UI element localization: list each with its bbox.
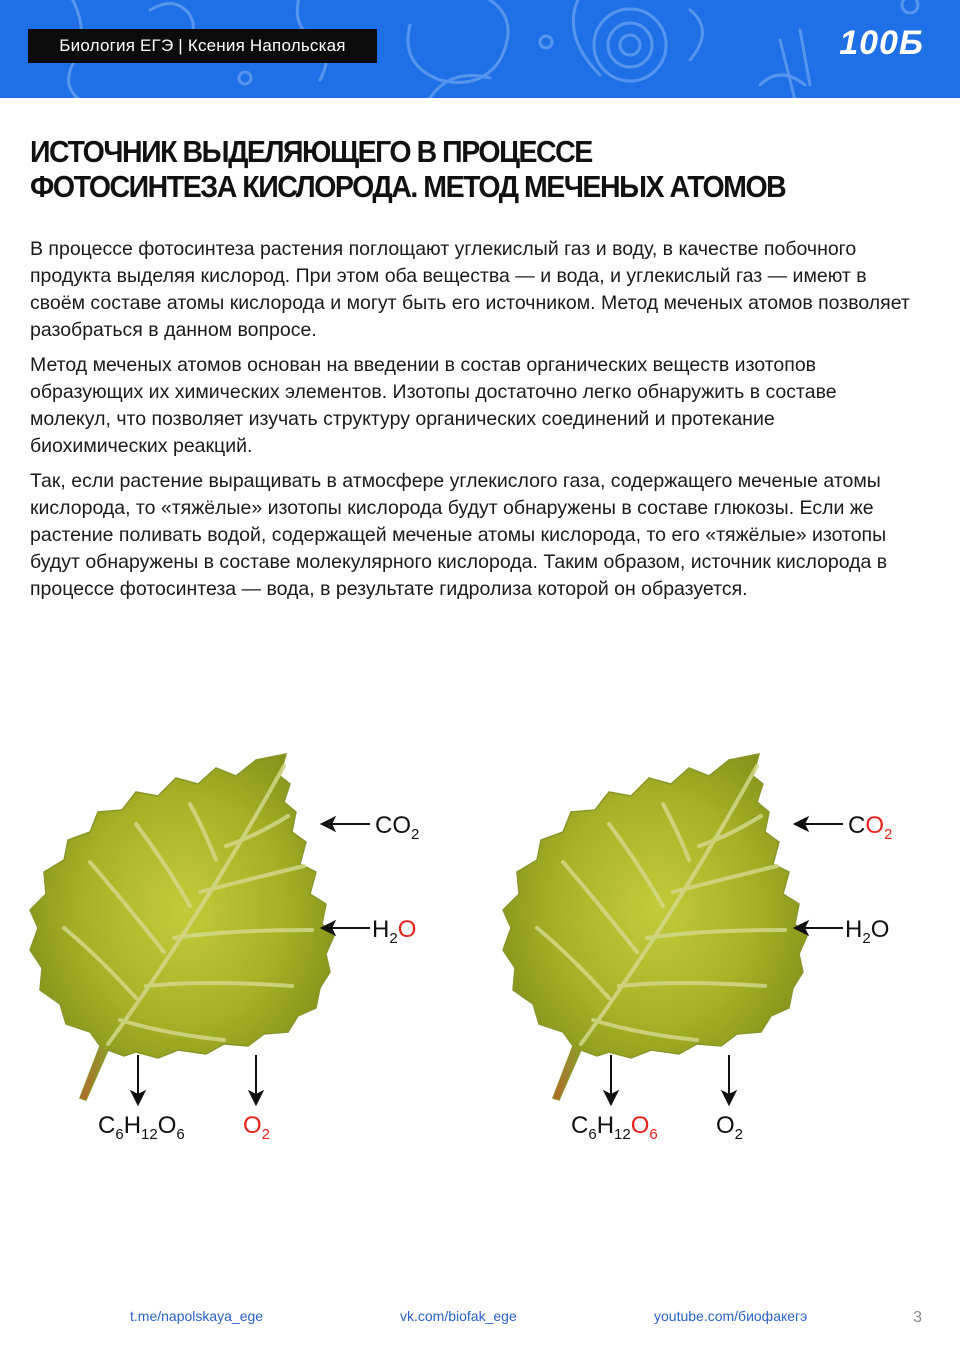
glucose-subscript: 6 xyxy=(588,1126,597,1143)
leaf-right xyxy=(503,754,892,1143)
paragraph: Так, если растение выращивать в атмосфере углекислого газа, содержащего меченые атомы кислорода, то «тяжёлые» изотопы кислорода будут обнаружены в составе глюкозы. Если же растение поливать водой, содержащей меченые атомы кислорода, то его «тяжёлые» изотопы будут обнаружены в составе молекулярного кислорода. Таким образом, источник кислорода в процессе фотосинтеза — вода, в результате гидролиза которой он образуется. xyxy=(30,470,888,600)
h2o-label: H xyxy=(372,916,390,943)
vk-link[interactable]: vk.com/biofak_ege xyxy=(400,1308,517,1324)
isotope-diagram xyxy=(0,720,960,1200)
brand-logo[interactable]: 100Б xyxy=(839,24,924,62)
svg-text:O2 xyxy=(716,1112,743,1143)
glucose-subscript: 6 xyxy=(649,1126,658,1143)
h2o-label: H xyxy=(845,916,863,943)
svg-text:C6H12O6 xyxy=(571,1112,658,1143)
glucose-subscript: 6 xyxy=(176,1126,185,1143)
glucose-label: C xyxy=(571,1112,589,1139)
o2-label: O xyxy=(243,1112,262,1139)
co2-label: C xyxy=(848,812,866,839)
page-title-line: ИСТОЧНИК ВЫДЕЛЯЮЩЕГО В ПРОЦЕССЕ xyxy=(30,134,592,169)
glucose-oxygen-highlight: O xyxy=(630,1112,650,1139)
paragraph: В процессе фотосинтеза растения поглощают углекислый газ и воду, в качестве побочного продукта выделяя кислород. При этом оба вещества — и вода, и углекислый газ — имеют в своём составе атомы кислорода и могут быть его источником. Метод меченых атомов позволяет разобраться в данном вопросе. xyxy=(30,238,910,341)
co2-oxygen-highlight: O xyxy=(865,812,885,839)
leaf-left xyxy=(30,754,419,1143)
glucose-subscript: 6 xyxy=(115,1126,124,1143)
co2-label: CO xyxy=(375,812,411,839)
o2-subscript: 2 xyxy=(261,1126,271,1143)
glucose-subscript: 12 xyxy=(141,1126,158,1143)
o2-subscript: 2 xyxy=(734,1126,744,1143)
co2-subscript: 2 xyxy=(411,826,420,843)
author-badge: Биология ЕГЭ | Ксения Напольская xyxy=(28,29,377,63)
glucose-label: H xyxy=(123,1112,142,1139)
glucose-label: O xyxy=(157,1112,177,1139)
glucose-subscript: 12 xyxy=(614,1126,631,1143)
h2o-subscript: 2 xyxy=(862,930,871,947)
svg-text:O2 xyxy=(243,1112,270,1143)
svg-text:H2O xyxy=(845,916,889,947)
telegram-link[interactable]: t.me/napolskaya_ege xyxy=(130,1308,264,1324)
page-title-line: ФОТОСИНТЕЗА КИСЛОРОДА. МЕТОД МЕЧЕНЫХ АТОМОВ xyxy=(30,169,786,204)
svg-text:CO2 xyxy=(848,812,892,843)
h2o-subscript: 2 xyxy=(389,930,398,947)
glucose-label: H xyxy=(596,1112,615,1139)
co2-subscript: 2 xyxy=(884,826,893,843)
svg-text:C6H12O6 xyxy=(98,1112,185,1143)
o2-label: O xyxy=(716,1112,735,1139)
svg-text:CO2 xyxy=(375,812,419,843)
page-number: 3 xyxy=(913,1309,922,1326)
glucose-label: C xyxy=(98,1112,116,1139)
h2o-label: O xyxy=(870,916,890,943)
h2o-oxygen-highlight: O xyxy=(397,916,417,943)
paragraph: Метод меченых атомов основан на введении в состав органических веществ изотопов образующих их химических элементов. Изотопы достаточно легко обнаружить в составе молекул, что позволяет изучать структуру органических соединений и протекание биохимических реакций. xyxy=(30,354,837,457)
header-banner xyxy=(0,0,960,98)
youtube-link[interactable]: youtube.com/биофакегэ xyxy=(654,1308,808,1324)
svg-text:H2O xyxy=(372,916,416,947)
page-title xyxy=(30,134,858,204)
body-text xyxy=(30,236,910,611)
